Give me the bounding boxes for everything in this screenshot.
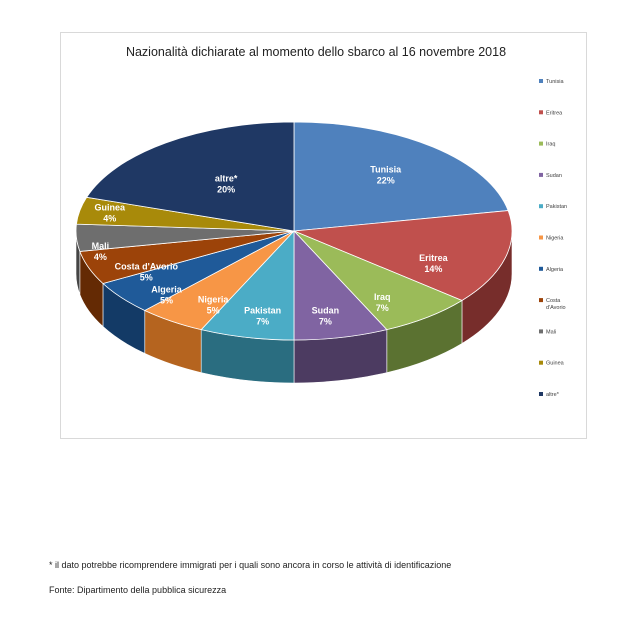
legend-label-costa-d-avorio: d'Avorio (546, 305, 566, 312)
slice-label-sudan: Sudan (311, 305, 340, 316)
legend-label-nigeria: Nigeria (546, 235, 564, 242)
slice-value-sudan: 7% (318, 316, 332, 327)
legend-label-algeria: Algeria (546, 266, 564, 273)
legend-swatch-costa-d-avorio (539, 298, 543, 302)
legend-swatch-guinea (539, 361, 543, 365)
legend-label-guinea: Guinea (546, 360, 564, 367)
legend-label-sudan: Sudan (546, 172, 562, 179)
chart-title: Nazionalità dichiarate al momento dello sbarco al 16 novembre 2018 (125, 45, 507, 59)
legend-label-mali: Mali (546, 329, 557, 336)
slice-label-costa-d-avorio: Costa d'Avorio (114, 261, 178, 272)
slice-value-costa-d-avorio: 5% (139, 272, 153, 283)
legend-swatch-nigeria (539, 236, 543, 240)
slice-label-pakistan: Pakistan (244, 305, 282, 316)
source-note: Fonte: Dipartimento della pubblica sicurezza (49, 585, 227, 595)
pie-tops (76, 122, 512, 340)
slice-value-mali: 4% (93, 252, 107, 263)
legend-label-tunisia: Tunisia (546, 79, 564, 85)
legend-swatch-altre (539, 392, 543, 396)
slice-label-algeria: Algeria (151, 284, 182, 295)
footnote: * il dato potrebbe ricomprendere immigrati per i quali sono ancora in corso le attività di identificazione (49, 560, 452, 570)
slice-value-eritrea: 14% (424, 263, 443, 274)
slice-label-eritrea: Eritrea (419, 252, 448, 263)
legend-label-pakistan: Pakistan (546, 204, 568, 211)
legend-swatch-mali (539, 329, 543, 333)
legend-swatch-tunisia (539, 79, 543, 83)
legend (539, 79, 567, 398)
legend-label-iraq: Iraq (546, 141, 556, 148)
legend-swatch-algeria (539, 267, 543, 271)
slice-label-mali: Mali (91, 241, 110, 252)
legend-swatch-eritrea (539, 110, 543, 114)
legend-label-eritrea: Eritrea (546, 110, 563, 117)
pie-chart (61, 33, 588, 440)
slice-value-algeria: 5% (159, 295, 174, 306)
slice-label-guinea: Guinea (94, 202, 126, 213)
chart-frame (60, 32, 587, 439)
legend-swatch-pakistan (539, 204, 543, 208)
legend-swatch-iraq (539, 142, 543, 146)
slice-label-iraq: Iraq (373, 291, 391, 302)
slice-label-nigeria: Nigeria (197, 294, 229, 305)
legend-label-costa-d-avorio: Costa (546, 298, 561, 305)
slice-value-guinea: 4% (103, 213, 117, 224)
legend-swatch-sudan (539, 173, 543, 177)
slice-value-altre: 20% (217, 184, 236, 195)
slice-value-nigeria: 5% (206, 305, 220, 316)
legend-label-altre: altre* (546, 392, 559, 398)
slice-value-pakistan: 7% (256, 316, 270, 327)
slice-label-tunisia: Tunisia (370, 164, 402, 175)
slice-value-iraq: 7% (375, 302, 389, 313)
slice-label-altre: altre* (214, 173, 238, 184)
slice-value-tunisia: 22% (376, 175, 395, 186)
